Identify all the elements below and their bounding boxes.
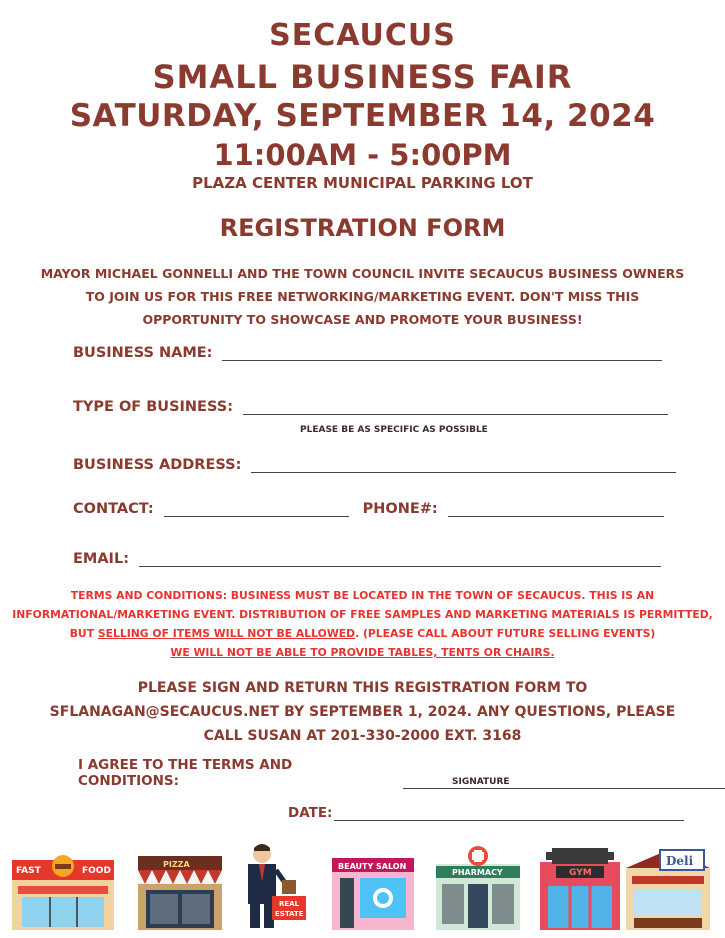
gym-sign: GYM [569,868,592,878]
beauty-sign: BEAUTY SALON [338,862,407,871]
pharmacy-shop-icon [436,846,520,930]
intro-line: TO JOIN US FOR THIS FREE NETWORKING/MARKETING EVENT. DON'T MISS THIS [85,289,640,304]
terms-and-conditions [10,586,715,662]
return-line: SFLANAGAN@SECAUCUS.NET BY SEPTEMBER 1, 2024. ANY QUESTIONS, PLEASE [49,704,676,720]
terms-line [10,643,715,662]
return-instructions [40,676,685,748]
business-name-row [73,344,662,361]
email-label: EMAIL: [73,551,129,567]
phone-field[interactable] [448,500,664,517]
food-sign: FOOD [82,866,111,876]
intro-line: MAYOR MICHAEL GONNELLI AND THE TOWN COUNCIL INVITE SECAUCUS BUSINESS OWNERS [40,266,685,281]
signature-field[interactable] [403,772,725,789]
terms-suffix: . (PLEASE CALL ABOUT FUTURE SELLING EVENTS) [355,627,656,640]
type-of-business-field[interactable] [243,398,668,415]
business-name-field[interactable] [222,344,662,361]
pizza-sign: PIZZA [163,860,190,869]
email-field[interactable] [139,550,661,567]
real-estate-agent-icon [248,844,306,928]
beauty-salon-shop-icon [332,858,414,930]
contact-label: CONTACT: [73,501,154,517]
deli-shop-icon [626,850,710,930]
return-line: CALL SUSAN AT 201-330-2000 EXT. 3168 [203,728,522,744]
terms-line: INFORMATIONAL/MARKETING EVENT. DISTRIBUTION OF FREE SAMPLES AND MARKETING MATERIALS IS PERMITTED, [12,608,713,621]
type-hint: PLEASE BE AS SPECIFIC AS POSSIBLE [300,425,488,435]
business-address-row [73,456,676,473]
shop-illustrations [0,842,725,932]
deli-sign: Deli [666,854,694,868]
return-line: PLEASE SIGN AND RETURN THIS REGISTRATION FORM TO [137,680,588,696]
signature-hint: SIGNATURE [452,777,510,787]
type-of-business-label: TYPE OF BUSINESS: [73,399,233,415]
pharmacy-sign: PHARMACY [452,868,503,877]
header-date: SATURDAY, SEPTEMBER 14, 2024 [69,98,656,134]
email-row [73,550,661,567]
date-row [288,804,684,821]
terms-line [10,624,715,643]
agree-label: I AGREE TO THE TERMS AND CONDITIONS: [78,757,293,789]
contact-field[interactable] [164,500,349,517]
estate-sign: ESTATE [275,910,304,918]
header-location: PLAZA CENTER MUNICIPAL PARKING LOT [192,174,533,192]
pizza-shop-icon [138,856,222,930]
header-town: SECAUCUS [269,18,456,53]
form-title: REGISTRATION FORM [219,214,506,242]
type-of-business-row [73,398,668,415]
intro-line: OPPORTUNITY TO SHOWCASE AND PROMOTE YOUR BUSINESS! [142,312,583,327]
header-time: 11:00AM - 5:00PM [213,138,512,172]
no-tables-notice: WE WILL NOT BE ABLE TO PROVIDE TABLES, TENTS OR CHAIRS. [170,646,555,659]
business-name-label: BUSINESS NAME: [73,345,213,361]
phone-label: PHONE#: [362,501,438,517]
header-event-name: SMALL BUSINESS FAIR [152,58,573,96]
no-selling-notice: SELLING OF ITEMS WILL NOT BE ALLOWED [97,627,356,640]
fast-food-shop-icon [12,855,114,930]
real-sign: REAL [279,900,300,908]
business-address-field[interactable] [251,456,676,473]
terms-prefix: BUT [69,627,98,640]
date-field[interactable] [334,804,684,821]
terms-line: TERMS AND CONDITIONS: BUSINESS MUST BE LOCATED IN THE TOWN OF SECAUCUS. THIS IS AN [70,589,655,602]
agree-row [78,757,725,789]
date-label: DATE: [288,805,333,821]
intro-text [40,262,685,331]
gym-shop-icon [540,848,620,930]
contact-row [73,500,664,517]
fast-sign: FAST [16,866,41,876]
business-address-label: BUSINESS ADDRESS: [73,457,242,473]
